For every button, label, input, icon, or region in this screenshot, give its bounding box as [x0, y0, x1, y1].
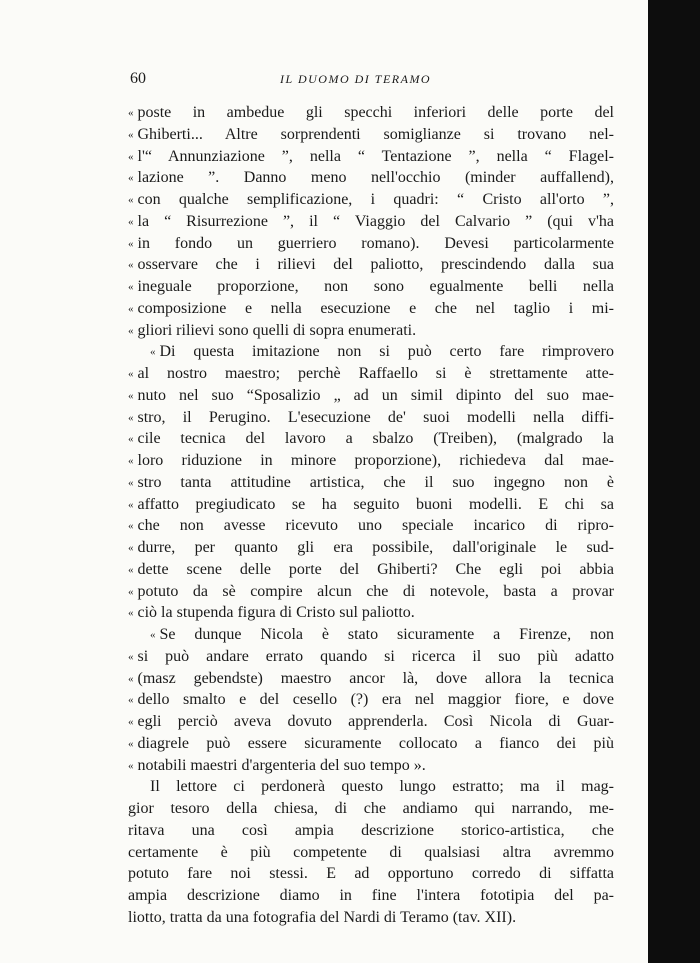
quote-mark: «	[128, 324, 134, 337]
text-line	[128, 907, 614, 929]
text-line	[128, 494, 614, 516]
line-text: durre, per quanto gli era possibile, dall'originale le sud-	[137, 539, 614, 556]
running-head	[130, 70, 610, 92]
body-text	[128, 102, 614, 929]
quote-mark: «	[128, 650, 134, 663]
text-line	[128, 646, 614, 668]
quote-mark: «	[128, 563, 134, 576]
line-text: lazione ”. Danno meno nell'occhio (minder auffallend),	[137, 169, 614, 187]
text-line	[128, 668, 614, 690]
text-line	[128, 472, 614, 494]
text-line	[128, 450, 614, 472]
text-line	[128, 276, 614, 298]
text-line	[128, 602, 614, 624]
running-title: IL DUOMO DI TERAMO	[280, 72, 432, 86]
line-text: si può andare errato quando si ricerca il suo più adatto	[137, 647, 614, 665]
line-text: con qualche semplificazione, i quadri: “ Cristo all'orto ”,	[137, 191, 614, 208]
quote-mark: «	[128, 672, 134, 685]
text-line	[128, 624, 614, 646]
text-line	[128, 102, 614, 124]
quote-mark: «	[128, 607, 134, 620]
quote-mark: «	[128, 368, 134, 380]
text-line	[128, 407, 614, 429]
quote-mark: «	[128, 237, 134, 250]
text-line	[128, 363, 614, 385]
quote-mark: «	[128, 498, 134, 511]
line-text: ritava una così ampia descrizione storico-artistica, che	[128, 821, 614, 839]
quote-mark: «	[128, 476, 134, 489]
text-line	[128, 711, 614, 733]
text-line	[128, 167, 614, 189]
text-line	[128, 559, 614, 581]
line-text: composizione e nella esecuzione e che nel taglio i mi-	[137, 299, 614, 317]
line-text: stro tanta attitudine artistica, che il suo ingegno non è	[137, 473, 614, 491]
text-line	[128, 885, 614, 907]
line-text: osservare che i rilievi del paliotto, prescindendo dalla sua	[137, 256, 614, 274]
line-text: l'“ Annunziazione ”, nella “ Tentazione ”, nella “ Flagel-	[137, 147, 614, 165]
quote-mark: «	[128, 433, 134, 446]
line-text: affatto pregiudicato se ha seguito buoni modelli. E chi sa	[137, 495, 614, 513]
quote-mark: «	[128, 694, 134, 707]
line-text: (masz gebendste) maestro ancor là, dove allora la tecnica	[137, 669, 614, 687]
quote-mark: «	[128, 215, 134, 228]
line-text: ciò la stupenda figura di Cristo sul paliotto.	[137, 604, 415, 622]
line-text: dello smalto e del cesello (?) era nel maggior fiore, e dove	[137, 691, 614, 709]
line-text: la “ Risurrezione ”, il “ Viaggio del Calvario ” (qui v'ha	[137, 212, 614, 230]
quote-mark: «	[128, 194, 134, 206]
line-text: nuto nel suo “Sposalizio „ ad un simil dipinto del suo mae-	[137, 386, 614, 404]
line-text: Di questa imitazione non si può certo fare rimprovero	[159, 343, 614, 361]
text-line	[128, 254, 614, 276]
text-line	[128, 233, 614, 255]
line-text: ampia descrizione diamo in fine l'intera fototipia del pa-	[128, 887, 614, 904]
quote-mark: «	[128, 716, 134, 728]
quote-mark: «	[128, 542, 134, 554]
quote-mark: «	[128, 455, 134, 467]
text-line	[128, 755, 614, 777]
line-text: cile tecnica del lavoro a sbalzo (Treiben), (malgrado la	[137, 430, 614, 448]
line-text: Ghiberti... Altre sorprendenti somiglianze si trovano nel-	[137, 125, 614, 143]
quote-mark: «	[128, 585, 134, 598]
quote-mark: «	[128, 411, 134, 424]
line-text: stro, il Perugino. L'esecuzione de' suoi modelli nella diffi-	[137, 408, 614, 426]
line-text: dette scene delle porte del Ghiberti? Che egli poi abbia	[137, 560, 614, 578]
quote-mark: «	[128, 759, 134, 772]
quote-mark: «	[128, 520, 134, 533]
quote-mark: «	[128, 128, 134, 141]
text-line	[128, 124, 614, 146]
quote-mark: «	[150, 629, 156, 641]
line-text: ineguale proporzione, non sono egualmente belli nella	[137, 278, 614, 295]
line-text: gliori rilievi sono quelli di sopra enumerati.	[137, 321, 417, 339]
quote-mark: «	[128, 150, 134, 163]
line-text: loro riduzione in minore proporzione), richiedeva dal mae-	[137, 452, 614, 469]
quote-mark: «	[150, 346, 156, 359]
line-text: egli perciò aveva dovuto apprenderla. Così Nicola di Guar-	[137, 713, 614, 730]
line-text: Il lettore ci perdonerà questo lungo estratto; ma il mag-	[150, 778, 614, 796]
quote-mark: «	[128, 737, 134, 750]
book-spine-shadow	[648, 0, 700, 963]
line-text: al nostro maestro; perchè Raffaello si è strettamente atte-	[137, 365, 614, 382]
text-line	[128, 820, 614, 842]
text-line	[128, 298, 614, 320]
text-line	[128, 581, 614, 603]
text-line	[128, 428, 614, 450]
line-text: potuto da sè compire alcun che di notevole, basta a provar	[137, 582, 614, 600]
text-line	[128, 776, 614, 798]
line-text: potuto fare noi stessi. E ad opportuno corredo di siffatta	[128, 865, 614, 883]
line-text: in fondo un guerriero romano). Devesi particolarmente	[137, 234, 614, 252]
line-text: gior tesoro della chiesa, di che andiamo qui narrando, me-	[128, 800, 614, 817]
quote-mark: «	[128, 259, 134, 272]
quote-mark: «	[128, 281, 134, 293]
text-line	[128, 537, 614, 559]
line-text: Se dunque Nicola è stato sicuramente a Firenze, non	[159, 626, 614, 643]
text-line	[128, 689, 614, 711]
quote-mark: «	[128, 107, 134, 119]
line-text: certamente è più competente di qualsiasi altra avremmo	[128, 843, 614, 861]
line-text: che non avesse ricevuto uno speciale incarico di ripro-	[137, 517, 614, 535]
text-line	[128, 515, 614, 537]
text-line	[128, 863, 614, 885]
text-line	[128, 146, 614, 168]
line-text: poste in ambedue gli specchi inferiori delle porte del	[137, 104, 614, 121]
text-line	[128, 189, 614, 211]
text-line	[128, 842, 614, 864]
page-number: 60	[130, 70, 146, 87]
quote-mark: «	[128, 389, 134, 402]
quote-mark: «	[128, 302, 134, 315]
text-line	[128, 341, 614, 363]
text-line	[128, 798, 614, 820]
quote-mark: «	[128, 172, 134, 185]
line-text: liotto, tratta da una fotografia del Nardi di Teramo (tav. XII).	[128, 908, 517, 926]
text-line	[128, 385, 614, 407]
text-line	[128, 320, 614, 342]
text-line	[128, 211, 614, 233]
text-line	[128, 733, 614, 755]
line-text: diagrele può essere sicuramente collocato a fianco dei più	[137, 734, 614, 752]
line-text: notabili maestri d'argenteria del suo tempo ».	[137, 756, 426, 774]
